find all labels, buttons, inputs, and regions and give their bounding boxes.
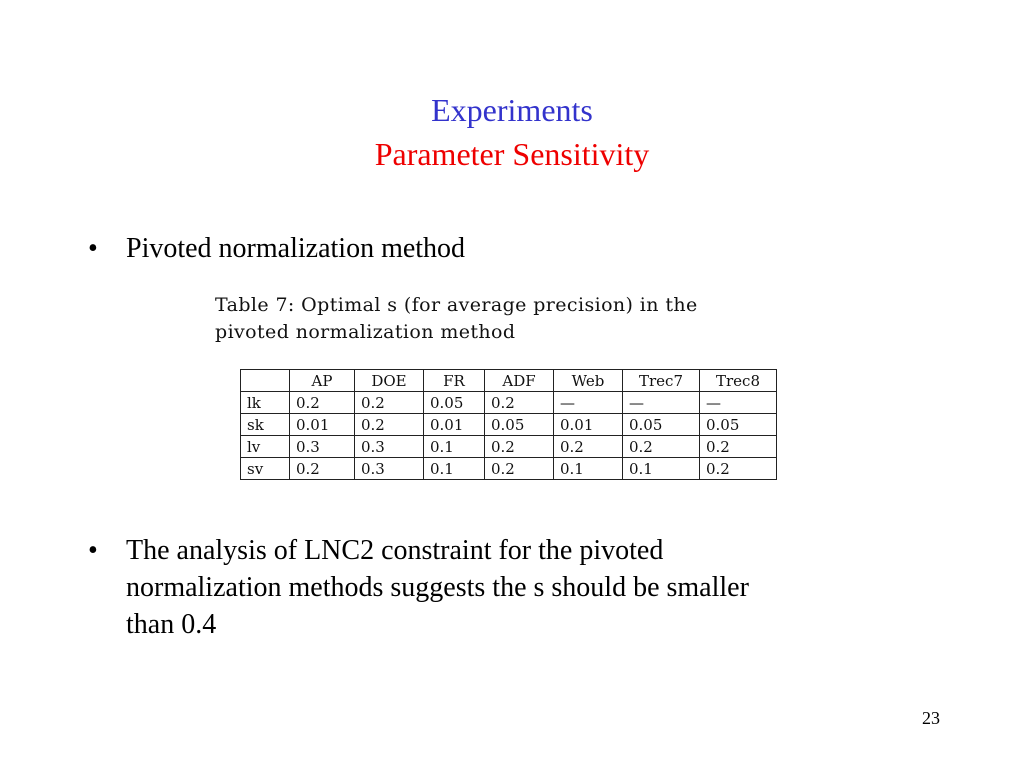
table-cell: 0.3 <box>355 436 424 458</box>
column-header: Trec8 <box>700 370 777 392</box>
table-cell: 0.05 <box>700 414 777 436</box>
bullet-dot-icon: • <box>88 535 98 566</box>
slide-title <box>0 88 1024 176</box>
table-cell: 0.3 <box>355 458 424 480</box>
table-header-row <box>241 370 777 392</box>
row-header: lv <box>241 436 290 458</box>
table-cell: 0.2 <box>485 458 554 480</box>
bullet-text <box>126 532 749 643</box>
bullet-text-line: than 0.4 <box>126 609 217 640</box>
table-row <box>241 414 777 436</box>
table-cell: 0.2 <box>554 436 623 458</box>
table-cell: — <box>700 392 777 414</box>
slide-number: 23 <box>922 708 940 728</box>
row-header: sv <box>241 458 290 480</box>
bullet-text-line: normalization methods suggests the s should be smaller <box>126 572 749 603</box>
table-cell: 0.2 <box>485 436 554 458</box>
column-header: AP <box>290 370 355 392</box>
table-cell: 0.2 <box>700 436 777 458</box>
table-cell: 0.1 <box>623 458 700 480</box>
table-cell: — <box>623 392 700 414</box>
table-cell: — <box>554 392 623 414</box>
table-cell: 0.1 <box>424 458 485 480</box>
row-header: sk <box>241 414 290 436</box>
table-cell: 0.2 <box>700 458 777 480</box>
column-header: ADF <box>485 370 554 392</box>
bullet-text-line: The analysis of LNC2 constraint for the pivoted <box>126 535 664 566</box>
table-cell: 0.1 <box>424 436 485 458</box>
bullet-text: Pivoted normalization method <box>126 233 466 264</box>
table-cell: 0.2 <box>355 414 424 436</box>
table-cell: 0.2 <box>290 392 355 414</box>
title-main: Experiments <box>431 92 593 128</box>
table-row <box>241 458 777 480</box>
table-caption-line: Table 7: Optimal s (for average precision) in the <box>215 294 698 316</box>
table-cell: 0.05 <box>623 414 700 436</box>
results-table <box>240 369 777 480</box>
column-header <box>241 370 290 392</box>
column-header: Web <box>554 370 623 392</box>
table-cell: 0.01 <box>424 414 485 436</box>
table-cell: 0.3 <box>290 436 355 458</box>
table-cell: 0.1 <box>554 458 623 480</box>
table-cell: 0.05 <box>424 392 485 414</box>
table-caption <box>215 292 825 346</box>
column-header: FR <box>424 370 485 392</box>
table-cell: 0.01 <box>290 414 355 436</box>
table-cell: 0.2 <box>290 458 355 480</box>
column-header: DOE <box>355 370 424 392</box>
title-subtitle: Parameter Sensitivity <box>374 136 650 172</box>
table-cell: 0.2 <box>355 392 424 414</box>
table-cell: 0.2 <box>623 436 700 458</box>
table-caption-line: pivoted normalization method <box>215 321 516 343</box>
bullet-dot-icon: • <box>88 233 98 264</box>
table-cell: 0.2 <box>485 392 554 414</box>
table-row <box>241 436 777 458</box>
row-header: lk <box>241 392 290 414</box>
table-cell: 0.01 <box>554 414 623 436</box>
table-row <box>241 392 777 414</box>
table-cell: 0.05 <box>485 414 554 436</box>
column-header: Trec7 <box>623 370 700 392</box>
